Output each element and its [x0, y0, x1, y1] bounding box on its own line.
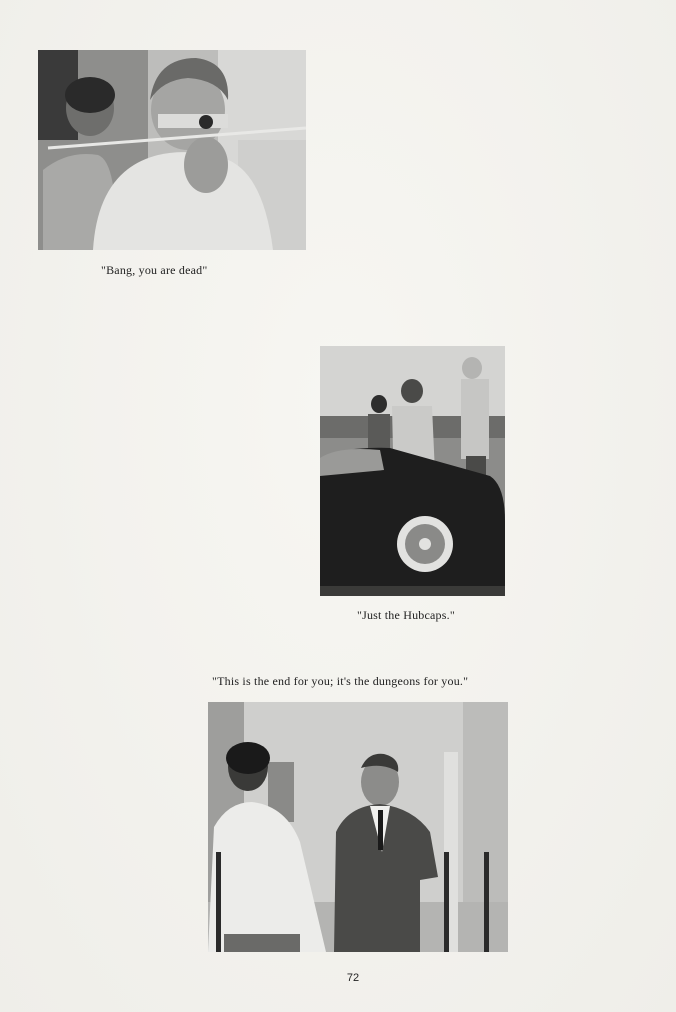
caption-hubcaps: "Just the Hubcaps."	[357, 608, 455, 622]
photo-just-the-hubcaps	[320, 346, 505, 596]
caption-dungeons: "This is the end for you; it's the dungeons for you."	[212, 674, 469, 688]
photo-bang-you-are-dead	[38, 50, 306, 250]
photo-bang-image	[38, 50, 306, 250]
page-number: 72	[346, 972, 360, 984]
caption-bang: "Bang, you are dead"	[101, 263, 208, 277]
photo-dungeons-image	[208, 702, 508, 952]
photo-dungeons	[208, 702, 508, 952]
photo-hubcaps-image	[320, 346, 505, 596]
